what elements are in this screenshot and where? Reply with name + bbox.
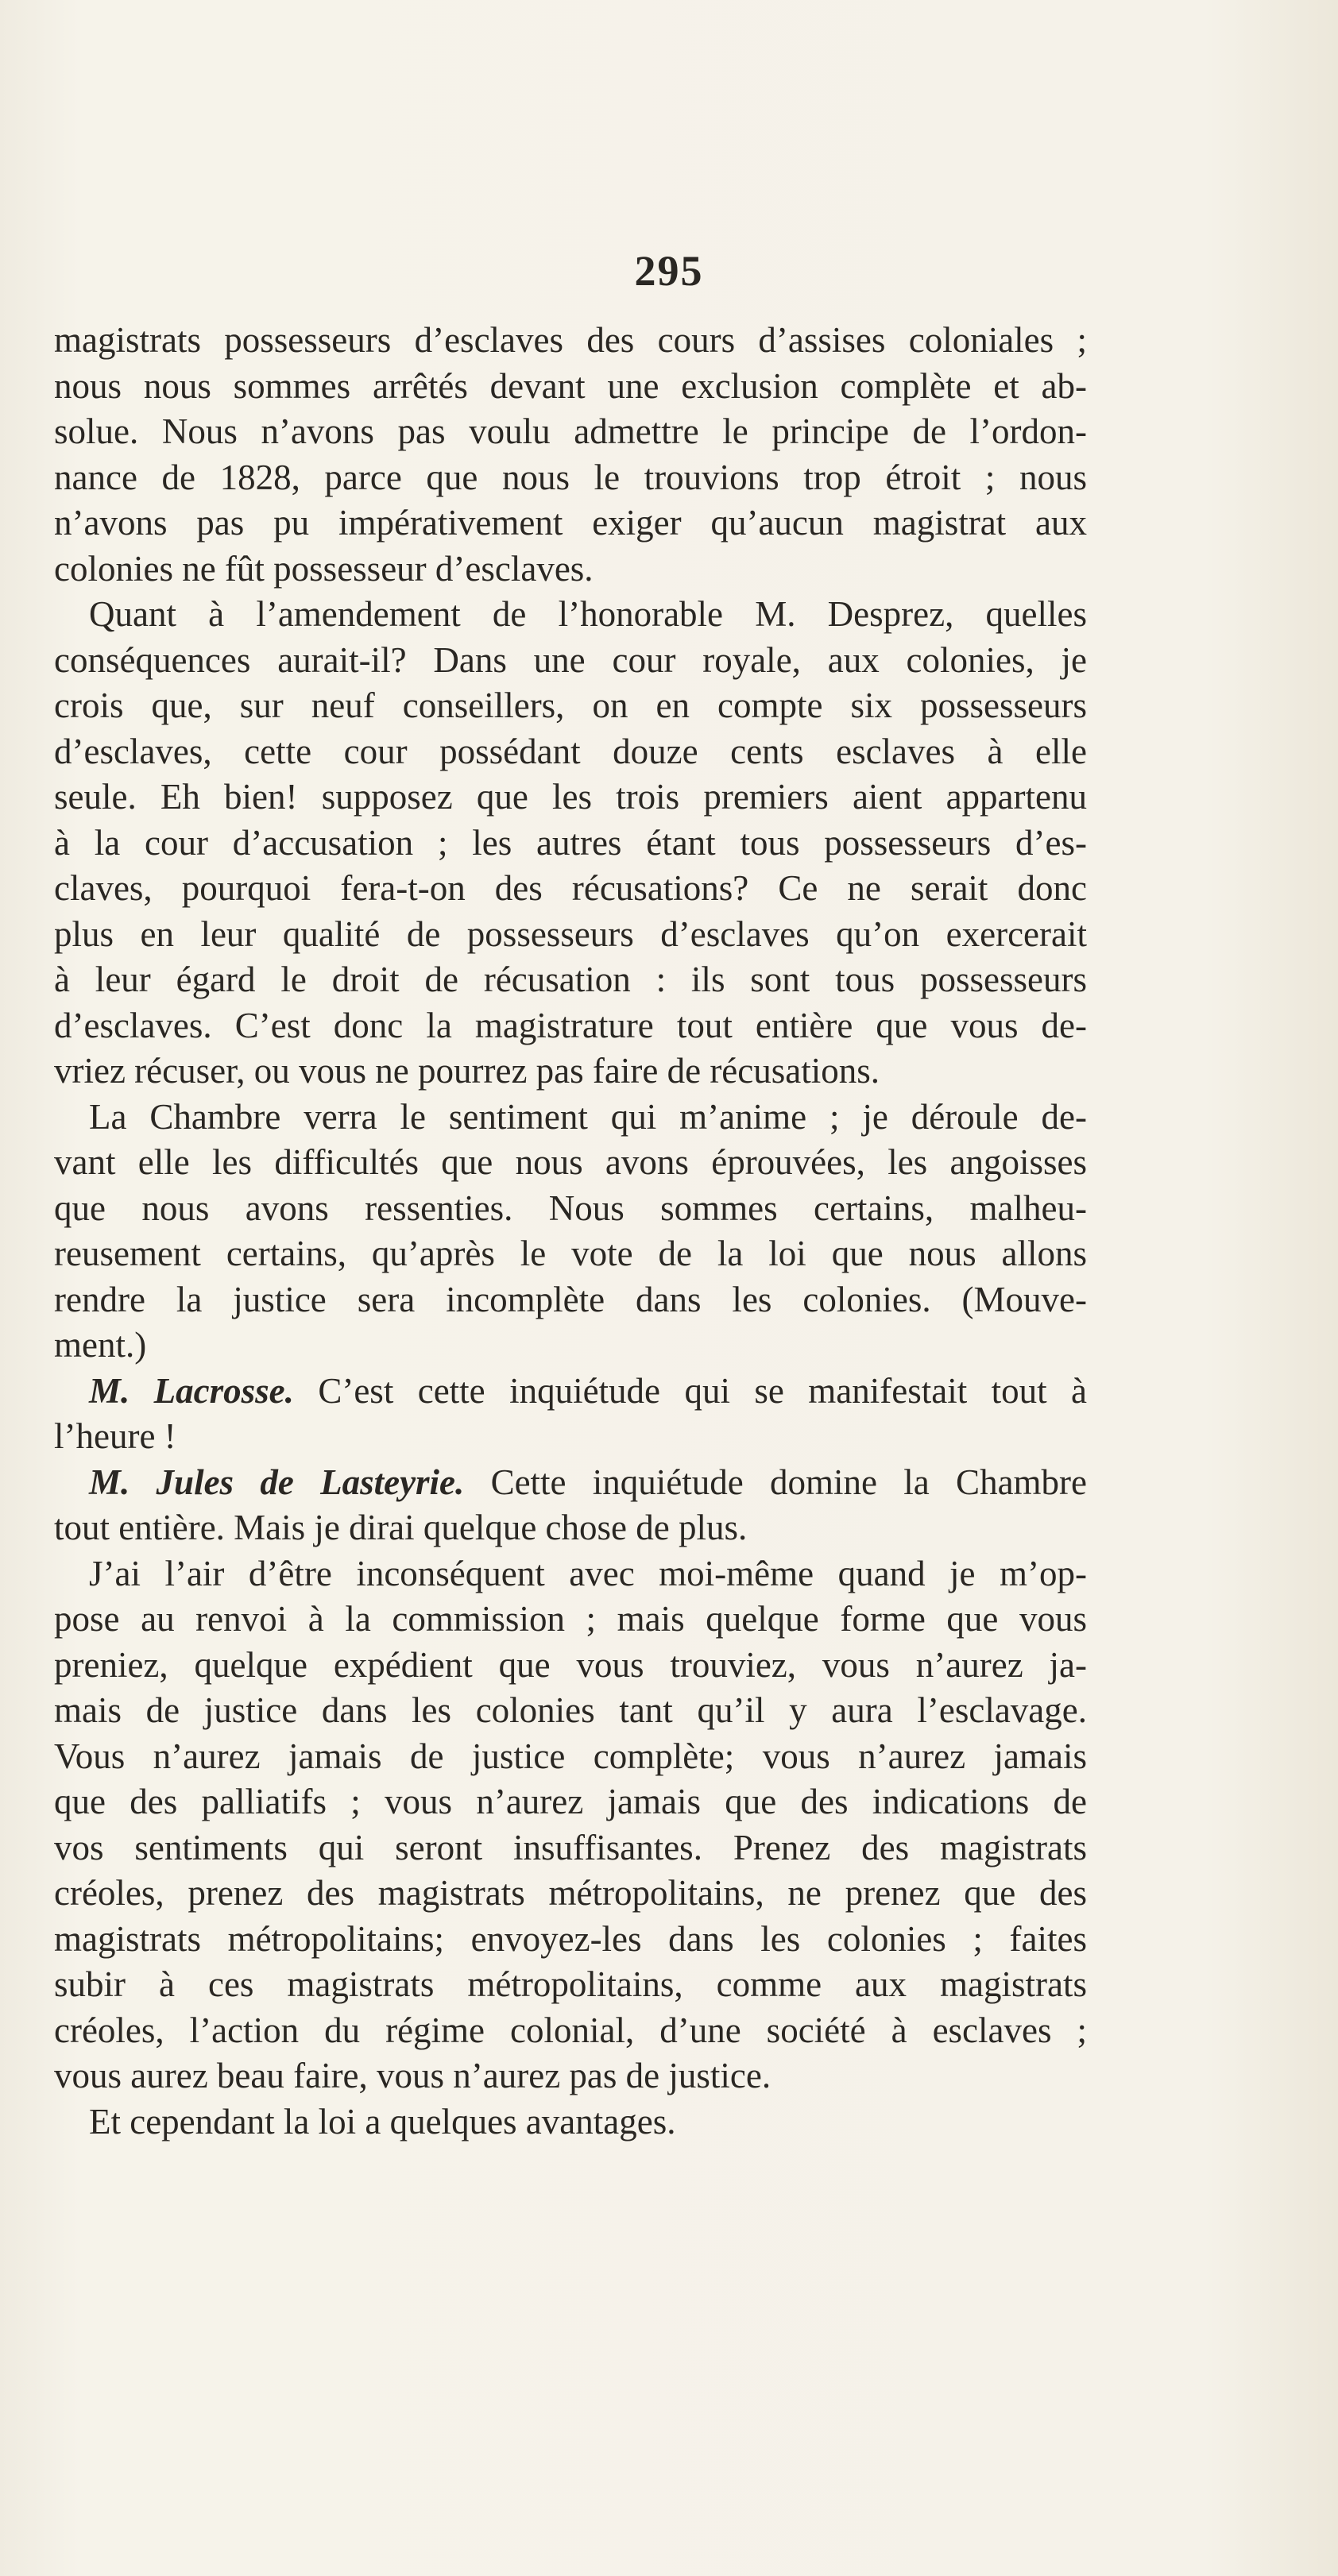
text-line: La Chambre verra le sentiment qui m’anime ; je déroule de- [89, 1096, 1087, 1137]
speaker-name: M. Jules de Lasteyrie. [89, 1462, 465, 1502]
text-line: l’heure ! [54, 1416, 176, 1456]
speaker-name: M. Lacrosse. [89, 1370, 294, 1411]
text-line: solue. Nous n’avons pas voulu admettre le principe de l’ordon- [54, 411, 1087, 451]
text-line: à leur égard le droit de récusation : ils sont tous possesseurs [54, 960, 1087, 999]
text-line: crois que, sur neuf conseillers, on en compte six possesseurs [54, 686, 1087, 725]
text-line: d’esclaves. C’est donc la magistrature tout entière que vous de- [54, 1005, 1087, 1045]
text-line: claves, pourquoi fera-t-on des récusations? Ce ne serait donc [54, 868, 1087, 908]
speaker-line [54, 1369, 1087, 1415]
page-number: 295 [634, 247, 704, 295]
text-line: ment.) [54, 1325, 147, 1365]
text-line: n’avons pas pu impérativement exiger qu’aucun magistrat aux [54, 503, 1087, 543]
text-line: seule. Eh bien! supposez que les trois premiers aient appartenu [54, 777, 1087, 817]
text-line: nous nous sommes arrêtés devant une exclusion complète et ab- [54, 365, 1087, 406]
text-line: mais de justice dans les colonies tant qu’il y aura l’esclavage. [54, 1690, 1087, 1730]
text-line: que des palliatifs ; vous n’aurez jamais que des indications de [54, 1782, 1087, 1821]
text-line: Et cependant la loi a quelques avantages. [89, 2101, 676, 2142]
text-line: que nous avons ressenties. Nous sommes certains, malheu- [54, 1188, 1087, 1228]
text-line: nance de 1828, parce que nous le trouvions trop étroit ; nous [54, 457, 1087, 497]
text-line: d’esclaves, cette cour possédant douze cents esclaves à elle [54, 731, 1087, 771]
text-line: colonies ne fût possesseur d’esclaves. [54, 548, 594, 589]
text-line: vant elle les difficultés que nous avons éprouvées, les angoisses [54, 1142, 1087, 1182]
text-line: rendre la justice sera incomplète dans les colonies. (Mouve- [54, 1279, 1087, 1319]
speaker-text: Cette inquiétude domine la Chambre [490, 1462, 1087, 1502]
text-line: magistrats possesseurs d’esclaves des cours d’assises coloniales ; [54, 320, 1087, 360]
text-line: créoles, prenez des magistrats métropolitains, ne prenez que des [54, 1873, 1087, 1913]
text-line: pose au renvoi à la commission ; mais quelque forme que vous [54, 1599, 1087, 1639]
text-line: créoles, l’action du régime colonial, d’une société à esclaves ; [54, 2010, 1087, 2050]
text-line: vous aurez beau faire, vous n’aurez pas de justice. [54, 2056, 771, 2095]
body-text [54, 318, 1087, 2145]
text-line: subir à ces magistrats métropolitains, comme aux magistrats [54, 1964, 1087, 2004]
text-line: vos sentiments qui seront insuffisantes. Prenez des magistrats [54, 1827, 1087, 1867]
text-line: vriez récuser, ou vous ne pourrez pas faire de récusations. [54, 1051, 880, 1091]
text-line: Quant à l’amendement de l’honorable M. Desprez, quelles [89, 594, 1087, 634]
text-line: conséquences aurait-il? Dans une cour royale, aux colonies, je [54, 639, 1087, 680]
text-line: à la cour d’accusation ; les autres étant tous possesseurs d’es- [54, 822, 1087, 863]
speaker-line [54, 1460, 1087, 1506]
text-line: plus en leur qualité de possesseurs d’esclaves qu’on exercerait [54, 913, 1087, 954]
text-line: preniez, quelque expédient que vous trouviez, vous n’aurez ja- [54, 1644, 1087, 1685]
text-line: reusement certains, qu’après le vote de la loi que nous allons [54, 1234, 1087, 1273]
text-line: tout entière. Mais je dirai quelque chose de plus. [54, 1508, 748, 1547]
text-line: Vous n’aurez jamais de justice complète; vous n’aurez jamais [54, 1736, 1087, 1776]
text-line: magistrats métropolitains; envoyez-les dans les colonies ; faites [54, 1918, 1087, 1959]
speaker-text: C’est cette inquiétude qui se manifestait tout à [318, 1370, 1087, 1411]
text-line: J’ai l’air d’être inconséquent avec moi-même quand je m’op- [89, 1553, 1087, 1593]
